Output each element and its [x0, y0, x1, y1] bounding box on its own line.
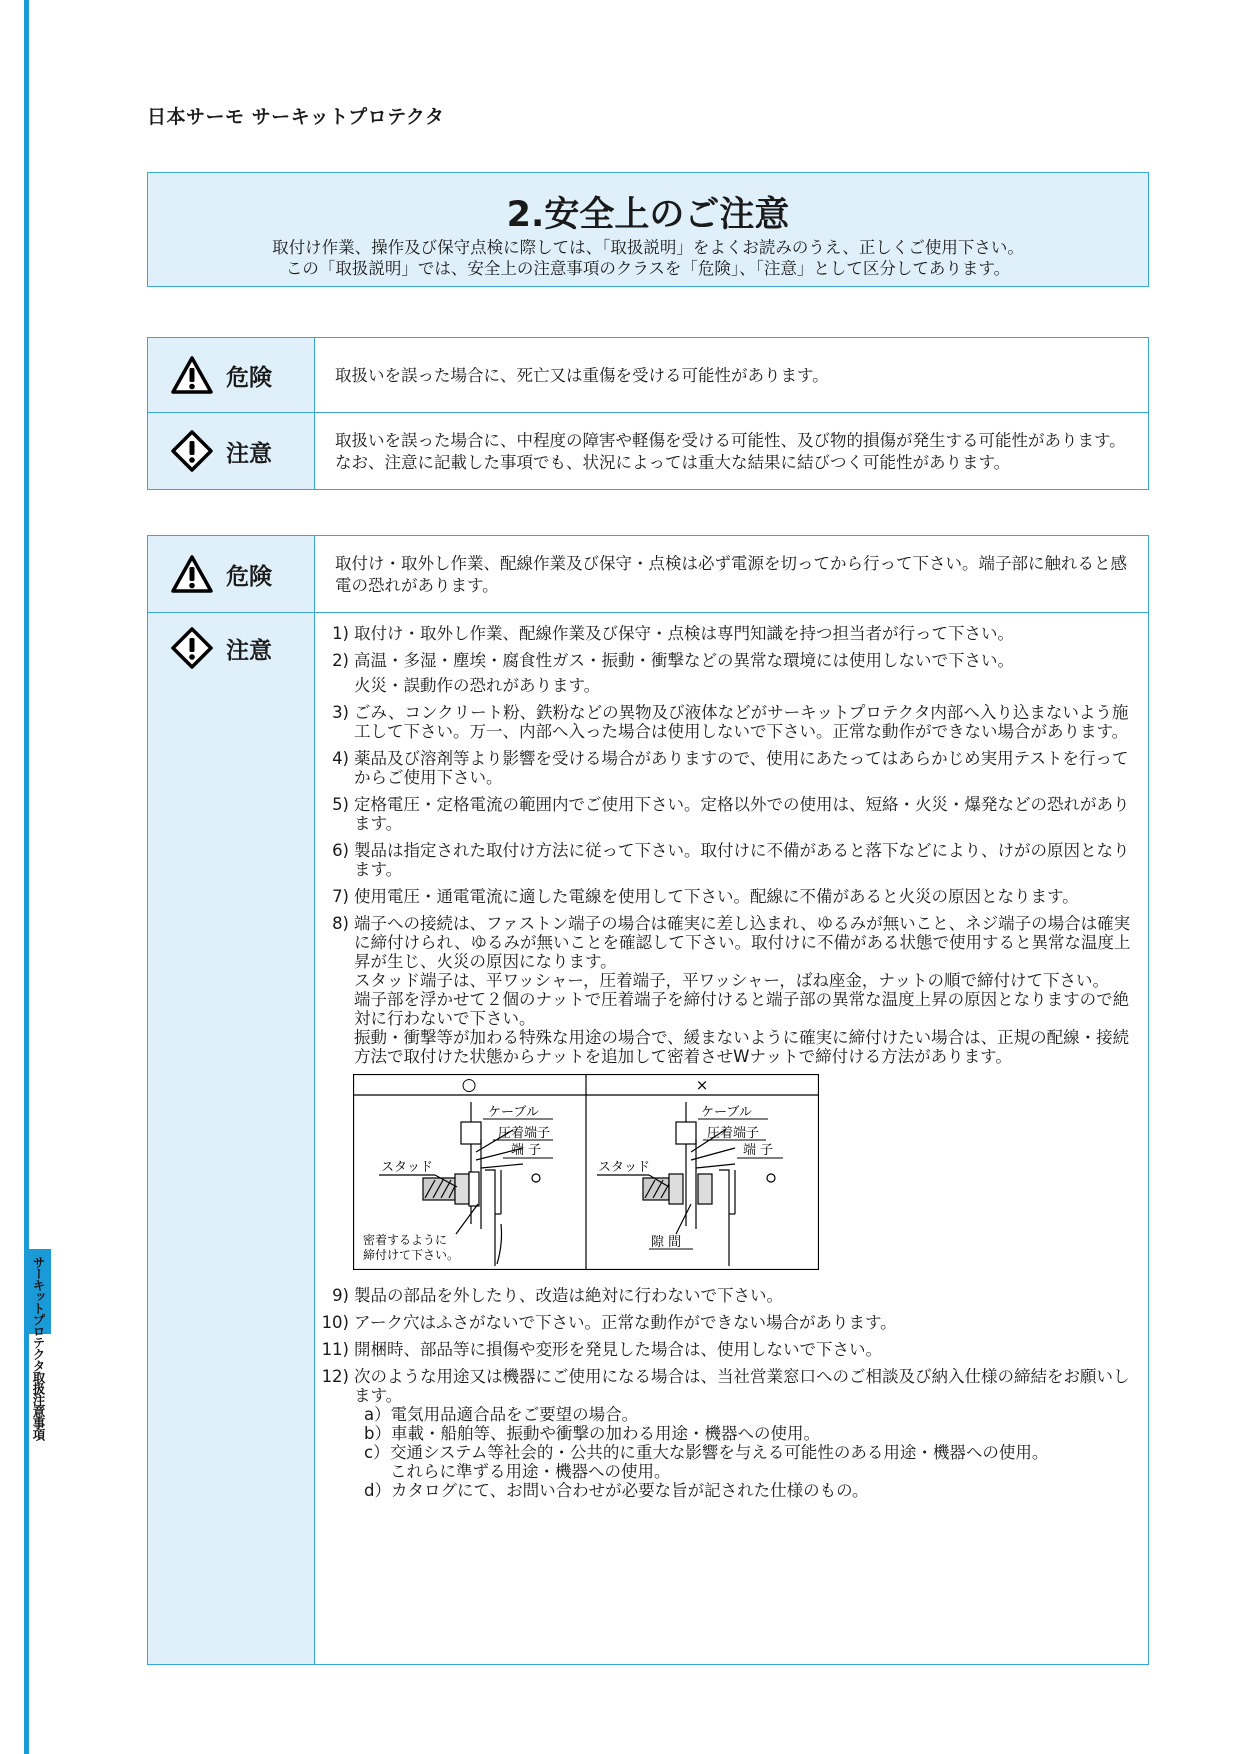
- list-item: 10) アーク穴はふさがないで下さい。正常な動作ができない場合があります。: [321, 1313, 897, 1332]
- label-cable-bad: ケーブル: [701, 1105, 752, 1120]
- label-note-line1: 密着するように: [363, 1233, 448, 1247]
- list-item: 7) 使用電圧・通電電流に適した電線を使用して下さい。配線に不備があると火災の原因となります。: [332, 887, 1079, 906]
- good-header: ○: [461, 1075, 477, 1095]
- label-gap: 隙 間: [651, 1235, 682, 1250]
- side-index-label: サーキットプロテクタ取扱注意事項: [31, 1256, 46, 1440]
- brand-header: 日本サーモ サーキットプロテクタ: [147, 106, 445, 128]
- legend-caution-text: 取扱いを誤った場合に、中程度の障害や軽傷を受ける可能性、及び物的損傷が発生する可能性があります。なお、注意に記載した事項でも、状況によっては重大な結果に結びつく可能性があります。: [315, 413, 1149, 490]
- terminal-diagram: [353, 1074, 819, 1270]
- label-note-line2: 締付けて下さい。: [363, 1248, 460, 1262]
- caution-list-continued: [315, 1286, 1134, 1500]
- main-danger-label: 危険: [226, 563, 272, 590]
- sub-item: c） 交通システム等社会的・公共的に重大な影響を与える可能性のある用途・機器への使用。 これらに準ずる用途・機器への使用。: [364, 1443, 1049, 1481]
- intro-line-1: 取付け作業、操作及び保守点検に際しては、「取扱説明」をよくお読みのうえ、正しくご使用下さい。: [272, 238, 1024, 257]
- main-caution-label: 注意: [226, 637, 272, 664]
- list-item: 1) 取付け・取外し作業、配線作業及び保守・点検は専門知識を持つ担当者が行って下さい。: [332, 624, 1014, 643]
- sub-item: d） カタログにて、お問い合わせが必要な旨が記された仕様のもの。: [364, 1481, 869, 1500]
- list-item: 6) 製品は指定された取付け方法に従って下さい。取付けに不備があると落下などにより、けがの原因となります。: [332, 841, 1130, 879]
- page-edge-line: [24, 0, 29, 1754]
- section-title-box: [147, 172, 1149, 287]
- label-crimp-good: 圧着端子: [498, 1126, 551, 1141]
- legend-danger-label: 危険: [226, 364, 272, 391]
- legend-caution-label: 注意: [226, 440, 272, 467]
- list-item: 9) 製品の部品を外したり、改造は絶対に行わないで下さい。: [332, 1286, 783, 1305]
- label-crimp-bad: 圧着端子: [707, 1126, 760, 1141]
- danger-triangle-icon: [170, 355, 214, 395]
- section-intro: [148, 237, 1148, 279]
- legend-caution-label-cell: [148, 413, 315, 490]
- list-item: 5) 定格電圧・定格電流の範囲内でご使用下さい。定格以外での使用は、短絡・火災・爆発などの恐れがあります。: [332, 795, 1130, 833]
- label-terminal-good: 端 子: [511, 1143, 542, 1158]
- main-caution-label-cell: [148, 613, 315, 1665]
- sub-item: b） 車載・船舶等、振動や衝撃の加わる用途・機器への使用。: [364, 1424, 820, 1443]
- label-terminal-bad: 端 子: [743, 1143, 774, 1158]
- list-item: 3) ごみ、コンクリート粉、鉄粉などの異物及び液体などがサーキットプロテクタ内部へ入り込まないよう施工して下さい。万一、内部へ入った場合は使用しないで下さい。正常な動作ができない場合があります。: [332, 703, 1129, 741]
- label-stud-bad: スタッド: [598, 1160, 651, 1175]
- label-cable-good: ケーブル: [488, 1105, 539, 1120]
- bad-header: ×: [695, 1076, 709, 1094]
- legend-table: [147, 337, 1149, 490]
- list-item: 11) 開梱時、部品等に損傷や変形を発見した場合は、使用しないで下さい。: [321, 1340, 882, 1359]
- list-item: 2) 高温・多湿・塵埃・腐食性ガス・振動・衝撃などの異常な環境には使用しないで下さい。 火災・誤動作の恐れがあります。: [332, 651, 1014, 695]
- danger-triangle-icon: [170, 554, 214, 594]
- caution-diamond-icon: [170, 429, 214, 473]
- legend-danger-label-cell: [148, 338, 315, 413]
- sub-item: a） 電気用品適合品をご要望の場合。: [364, 1405, 639, 1424]
- caution-list: [315, 624, 1134, 1066]
- caution-items-cell: [315, 613, 1149, 1665]
- section-title: 2.安全上のご注意: [506, 195, 790, 235]
- list-item: 8) 端子への接続は、ファストン端子の場合は確実に差し込まれ、ゆるみが無いこと、ネジ端子の場合は確実に締付けられ、ゆるみが無いことを確認して下さい。取付けに不備がある状態で使用すると異常な温度上昇が生じ、火災の原因になります。 スタッド端子は、平ワッシャー，圧着端子，平ワッシャー，ばね座金，ナットの順で締付けて下さい。 端子部を浮かせて２個のナットで圧着端子を締付けると端子部の異常な温度上昇の原因となりますので絶対に行わないで下さい。 振動・衝撃等が加わる特殊な用途の場合で、緩まないように確実に締付けたい場合は、正規の配線・接続方法で取付けた状態からナットを追加して密着させWナットで締付ける方法があります。: [332, 914, 1131, 1066]
- main-danger-label-cell: [148, 536, 315, 613]
- terminal-connection-figure: [353, 1074, 1134, 1276]
- intro-line-2: この「取扱説明」では、安全上の注意事項のクラスを「危険」、「注意」として区分してあります。: [285, 259, 1011, 278]
- legend-danger-text: 取扱いを誤った場合に、死亡又は重傷を受ける可能性があります。: [315, 338, 1149, 413]
- label-stud-good: スタッド: [381, 1160, 434, 1175]
- main-danger-text: 取付け・取外し作業、配線作業及び保守・点検は必ず電源を切ってから行って下さい。端子部に触れると感電の恐れがあります。: [315, 536, 1149, 613]
- list-item: 4) 薬品及び溶剤等より影響を受ける場合がありますので、使用にあたってはあらかじめ実用テストを行ってからご使用下さい。: [332, 749, 1129, 787]
- caution-diamond-icon: [170, 626, 214, 670]
- main-warning-table: [147, 535, 1149, 1665]
- list-item: 12) 次のような用途又は機器にご使用になる場合は、当社営業窓口へのご相談及び納入仕様の締結をお願いします。 a） 電気用品適合品をご要望の場合。 b） 車載・船舶等、振動や衝撃の加わる用途・機器への使用。 c） 交通システム等社会的・公共的に重大な影響を与える可能性のある用途・機器への使用。 これらに準ずる用途・機器への使用。 d） カタログにて、お問い合わせが必要な旨が記された仕様のもの。: [315, 1367, 1134, 1500]
